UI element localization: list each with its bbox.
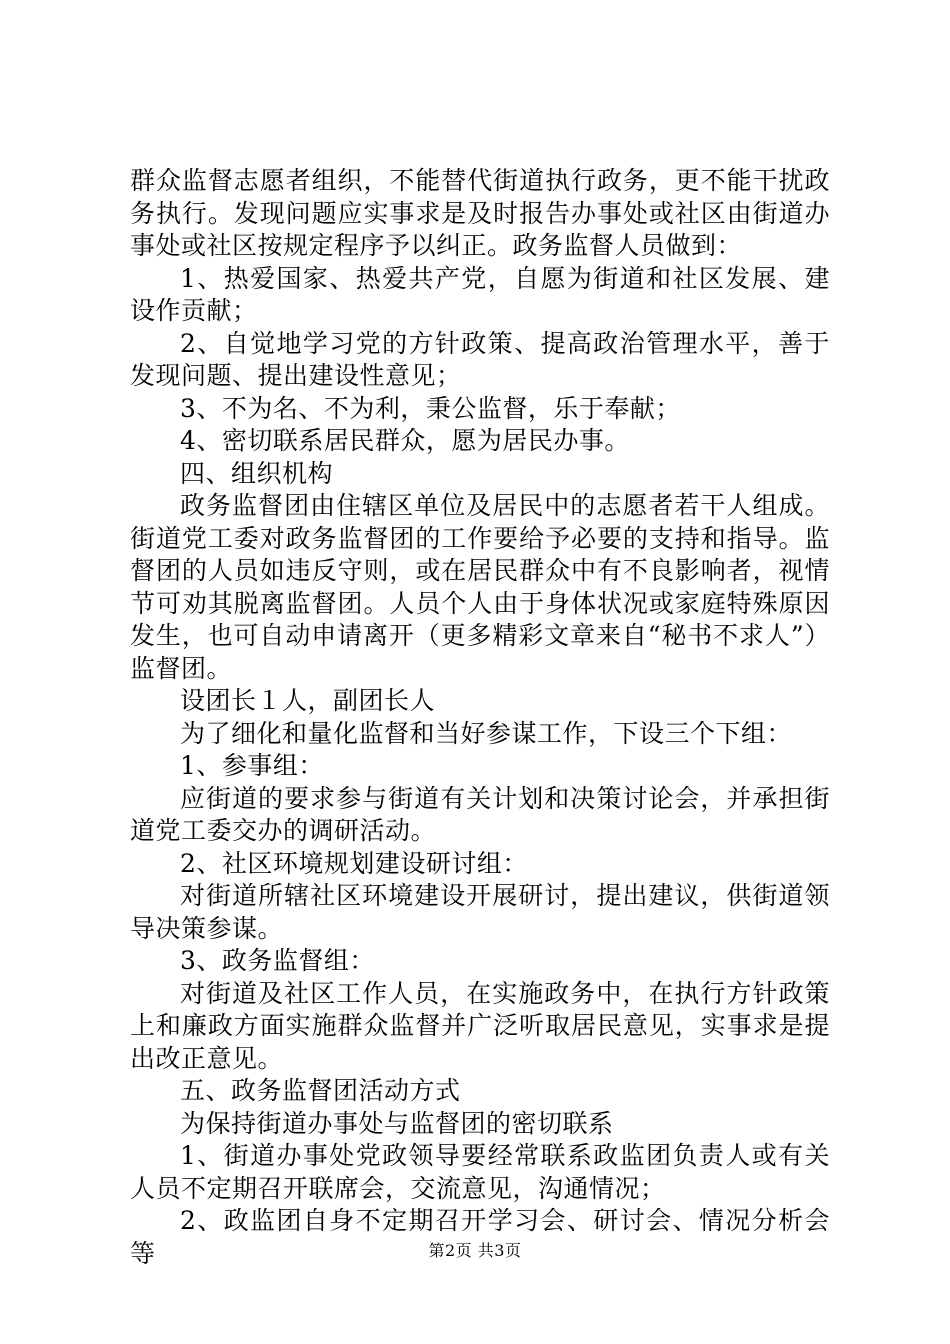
paragraph: 五、政务监督团活动方式 (180, 1076, 461, 1105)
paragraph: 1、参事组： (180, 751, 324, 780)
paragraph: 4、密切联系居民群众，愿为居民办事。 (180, 426, 630, 455)
paragraph: 设团长１人，副团长人 (180, 686, 436, 715)
paragraph: 1、街道办事处党政领导要经常联系政监团负责人或有关人员不定期召开联席会，交流意见，沟通情况； (130, 1141, 830, 1203)
paragraph: 群众监督志愿者组织，不能替代街道执行政务，更不能干扰政务执行。发现问题应实事求是及时报告办事处或社区由街道办事处或社区按规定程序予以纠正。政务监督人员做到： (130, 166, 830, 260)
paragraph: 3、不为名、不为利，秉公监督，乐于奉献； (180, 393, 681, 423)
paragraph: 1、热爱国家、热爱共产党，自愿为街道和社区发展、建设作贡献； (130, 263, 830, 325)
paragraph: 应街道的要求参与街道有关计划和决策讨论会，并承担街道党工委交办的调研活动。 (130, 783, 830, 845)
document-body (130, 165, 830, 1270)
paragraph: 2、自觉地学习党的方针政策、提高政治管理水平，善于发现问题、提出建设性意见； (130, 328, 830, 390)
paragraph: 对街道及社区工作人员，在实施政务中，在执行方针政策上和廉政方面实施群众监督并广泛听取居民意见，实事求是提出改正意见。 (130, 978, 830, 1073)
page-footer: 第2页 共3页 (428, 1241, 522, 1260)
paragraph: 为了细化和量化监督和当好参谋工作，下设三个下组： (180, 718, 793, 748)
paragraph: 为保持街道办事处与监督团的密切联系 (180, 1108, 614, 1138)
paragraph: 对街道所辖社区环境建设开展研讨，提出建议，供街道领导决策参谋。 (130, 881, 830, 943)
paragraph: 2、政监团自身不定期召开学习会、研讨会、情况分析会等 (130, 1206, 830, 1268)
paragraph: 3、政务监督组： (180, 946, 375, 975)
paragraph: 政务监督团由住辖区单位及居民中的志愿者若干人组成。街道党工委对政务监督团的工作要给予必要的支持和指导。监督团的人员如违反守则，或在居民群众中有不良影响者，视情节可劝其脱离监督团。人员个人由于身体状况或家庭特殊原因发生，也可自动申请离开（更多精彩文章来自“秘书不求人”）监督团。 (130, 491, 830, 683)
paragraph: 四、组织机构 (180, 458, 334, 488)
paragraph: 2、社区环境规划建设研讨组： (180, 848, 528, 878)
